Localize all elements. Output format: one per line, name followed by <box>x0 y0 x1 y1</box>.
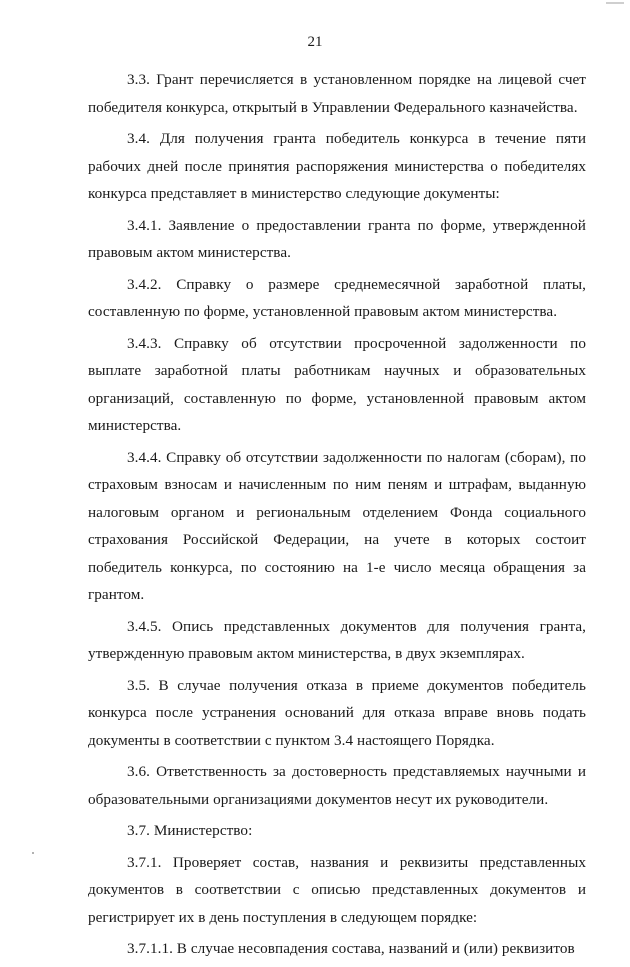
paragraph-3-4-5: 3.4.5. Опись представленных документов для получения гранта, утвержденную правовым актом министерства, в двух экземплярах. <box>88 617 586 662</box>
paragraph-3-5: 3.5. В случае получения отказа в приеме документов победитель конкурса после устранения оснований для отказа вправе вновь подать документы в соответствии с пунктом 3.4 настоящего Порядка. <box>88 676 586 749</box>
document-body <box>88 66 586 967</box>
paragraph-3-4: 3.4. Для получения гранта победитель конкурса в течение пяти рабочих дней после принятия распоряжения министерства о победителях конкурса представляет в министерство следующие документы: <box>88 130 586 202</box>
scan-dot-mark <box>32 852 34 854</box>
paragraph-3-4-1: 3.4.1. Заявление о предоставлении гранта по форме, утвержденной правовым актом министерства. <box>88 216 586 261</box>
paragraph-3-7-1: 3.7.1. Проверяет состав, названия и реквизиты представленных документов в соответствии с описью представленных документов и регистрирует их в день поступления в следующем порядке: <box>88 853 586 926</box>
paragraph-3-4-3: 3.4.3. Справку об отсутствии просроченной задолженности по выплате заработной платы работникам научных и образовательных организаций, составленную по форме, установленной правовым актом министерства. <box>88 334 586 434</box>
scan-corner-mark <box>606 2 624 4</box>
paragraph-3-4-2: 3.4.2. Справку о размере среднемесячной заработной платы, составленную по форме, установленной правовым актом министерства. <box>88 275 586 320</box>
paragraph-3-7-1-1: 3.7.1.1. В случае несовпадения состава, названий и (или) реквизитов <box>127 940 575 957</box>
page-number: 21 <box>307 34 323 50</box>
paragraph-3-4-4: 3.4.4. Справку об отсутствии задолженности по налогам (сборам), по страховым взносам и начисленным по ним пеням и штрафам, выданную налоговым органом и региональным отделением Фонда социального страхования Российской Федерации, на учете в которых состоит победитель конкурса, по состоянию на 1-е число месяца обращения за грантом. <box>88 448 586 603</box>
paragraph-3-3: 3.3. Грант перечисляется в установленном порядке на лицевой счет победителя конкурса, открытый в Управлении Федерального казначейства. <box>88 71 586 116</box>
paragraph-3-6: 3.6. Ответственность за достоверность представляемых научными и образовательными организациями документов несут их руководители. <box>88 763 586 808</box>
paragraph-3-7: 3.7. Министерство: <box>127 822 253 839</box>
